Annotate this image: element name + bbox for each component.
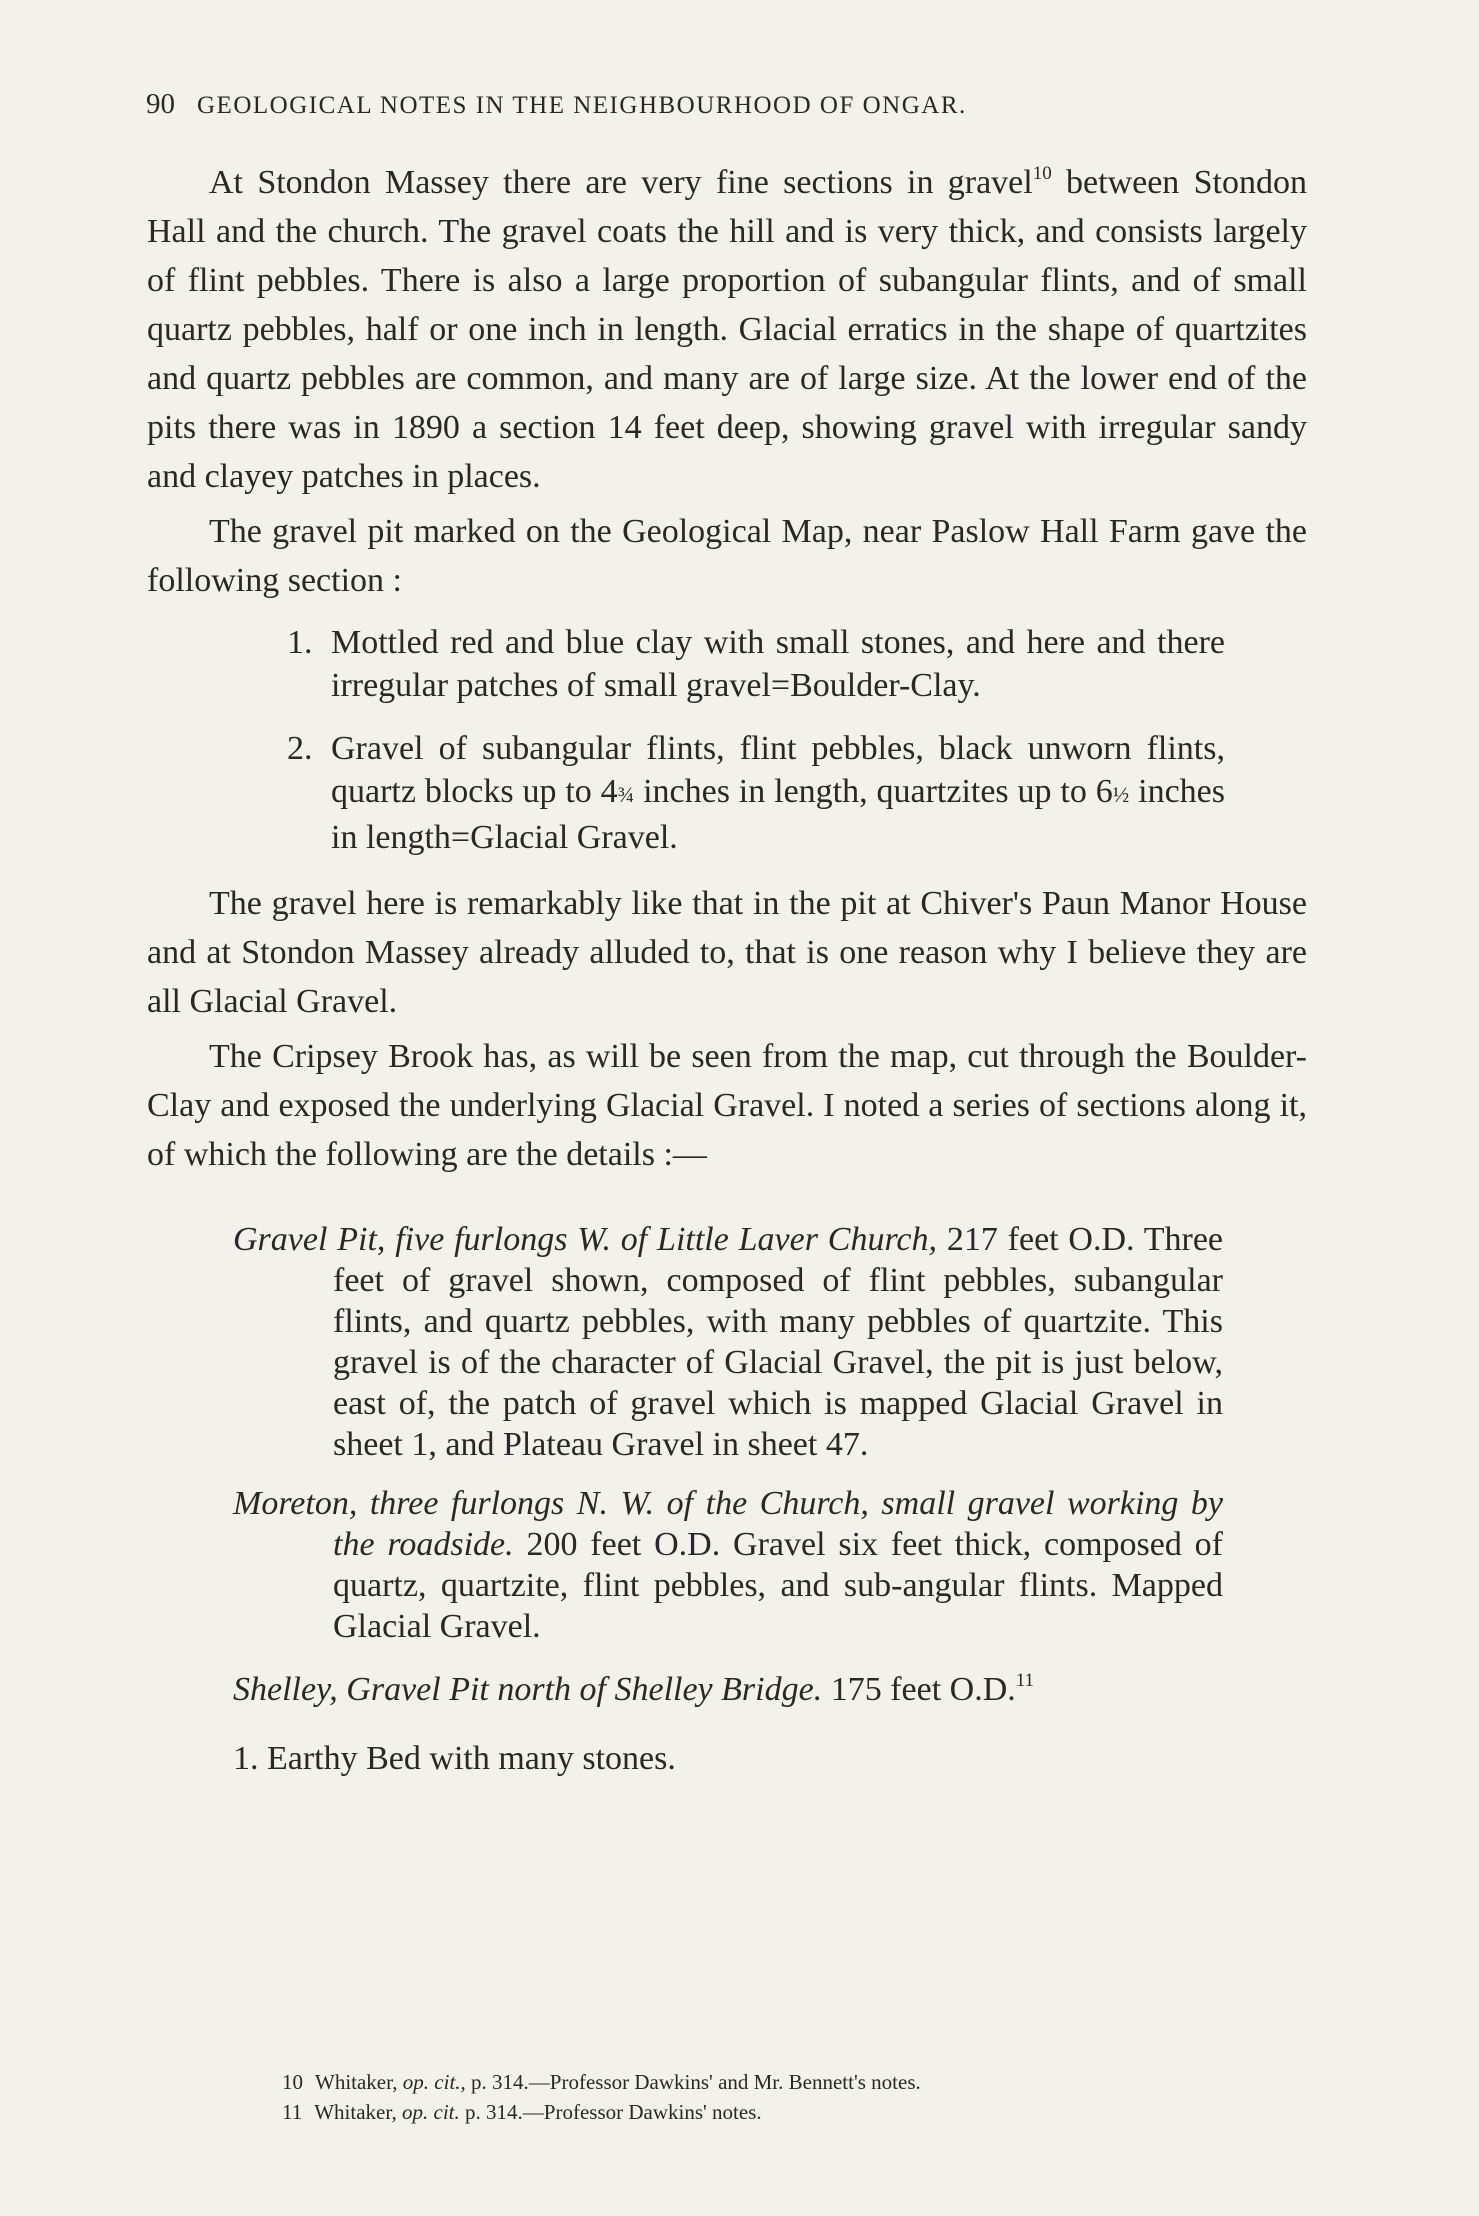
running-header — [146, 88, 1306, 121]
footnote-text: p. 314.—Professor Dawkins' notes. — [459, 2100, 762, 2124]
footnote-ref-10[interactable]: 10 — [1032, 163, 1052, 184]
list-item — [147, 727, 1225, 859]
footnote — [282, 2097, 1282, 2127]
paragraph-text: between Stondon Hall and the church. The gravel coats the hill and is very thick, and consists largely of flint pebbles. There is also a large proportion of subangular flints, and of small quartz pebbles, half or one inch in length. Glacial erratics in the shape of quartzites and quartz pebbles are common, and many are of large size. At the lower end of the pits there was in 1890 a section 14 feet deep, showing gravel with irregular sandy and clayey patches in places. — [147, 164, 1307, 495]
list-text: Gravel of subangular flints, flint pebbles, black unworn flints, quartz blocks up to 4 — [331, 730, 1225, 810]
list-text: inches in length=Glacial Gravel. — [331, 773, 1225, 856]
location-entry — [147, 1219, 1223, 1465]
location-entry — [147, 1669, 1223, 1710]
paragraph-paslow: The gravel pit marked on the Geological Map, near Paslow Hall Farm gave the following section : — [147, 513, 1307, 599]
list-text: inches in length, quartzites up to 6 — [634, 773, 1113, 810]
location-heading: Moreton, three furlongs N. W. of the Church, small gravel working by the roadside. — [233, 1485, 1223, 1563]
footnote-ref-11[interactable]: 11 — [1015, 1670, 1035, 1691]
footnote-italic: op. cit. — [402, 2100, 460, 2124]
page-number: 90 — [146, 88, 175, 120]
footnote-text: Whitaker, — [314, 2100, 403, 2124]
list-number: 2. — [287, 730, 313, 767]
location-text: 200 feet O.D. Gravel six feet thick, composed of quartz, quartzite, flint pebbles, and sub-angular flints. Mapped Glacial Gravel. — [333, 1526, 1224, 1645]
fraction: ¾ — [617, 782, 635, 807]
running-title: GEOLOGICAL NOTES IN THE NEIGHBOURHOOD OF ONGAR. — [197, 92, 967, 119]
location-heading: Gravel Pit, five furlongs W. of Little Laver Church, — [233, 1221, 938, 1258]
body-text — [147, 158, 1307, 1779]
list-number: 1. — [233, 1740, 259, 1777]
location-heading: Shelley, Gravel Pit north of Shelley Bridge. — [233, 1671, 823, 1708]
location-text: 217 feet O.D. Three feet of gravel shown, composed of flint pebbles, subangular flints, and quartz pebbles, with many pebbles of quartzite. This gravel is of the character of Glacial Gravel, the pit is just below, east of, the patch of gravel which is mapped Glacial Gravel in sheet 1, and Plateau Gravel in sheet 47. — [333, 1221, 1224, 1463]
list-number: 1. — [287, 624, 313, 661]
footnote-number: 10 — [282, 2070, 303, 2094]
footnote-text: Whitaker, — [315, 2070, 403, 2094]
paragraph-gravel-here: The gravel here is remarkably like that in the pit at Chiver's Paun Manor House and at Stondon Massey already alluded to, that is one reason why I believe they are all Glacial Gravel. — [147, 885, 1307, 1020]
location-text: 175 feet O.D. — [822, 1671, 1016, 1708]
footnotes — [282, 2067, 1282, 2127]
fraction: ½ — [1112, 782, 1130, 807]
footnote-number: 11 — [282, 2100, 303, 2124]
paragraph-text: At Stondon Massey there are very fine sections in gravel — [209, 164, 1033, 201]
footnote — [282, 2067, 1282, 2097]
list-item — [147, 1738, 1307, 1779]
section-list — [147, 621, 1307, 859]
list-text: Earthy Bed with many stones. — [267, 1740, 676, 1777]
location-entry — [147, 1483, 1223, 1647]
footnote-text: p. 314.—Professor Dawkins' and Mr. Bennett's notes. — [465, 2070, 921, 2094]
paragraph-stondon — [147, 158, 1307, 501]
list-item — [147, 621, 1225, 707]
list-text: Mottled red and blue clay with small stones, and here and there irregular patches of small gravel=Boulder-Clay. — [331, 624, 1225, 704]
footnote-italic: op. cit., — [402, 2070, 466, 2094]
paragraph-cripsey-brook: The Cripsey Brook has, as will be seen from the map, cut through the Boulder-Clay and exposed the underlying Glacial Gravel. I noted a series of sections along it, of which the following are the details :— — [147, 1038, 1307, 1173]
